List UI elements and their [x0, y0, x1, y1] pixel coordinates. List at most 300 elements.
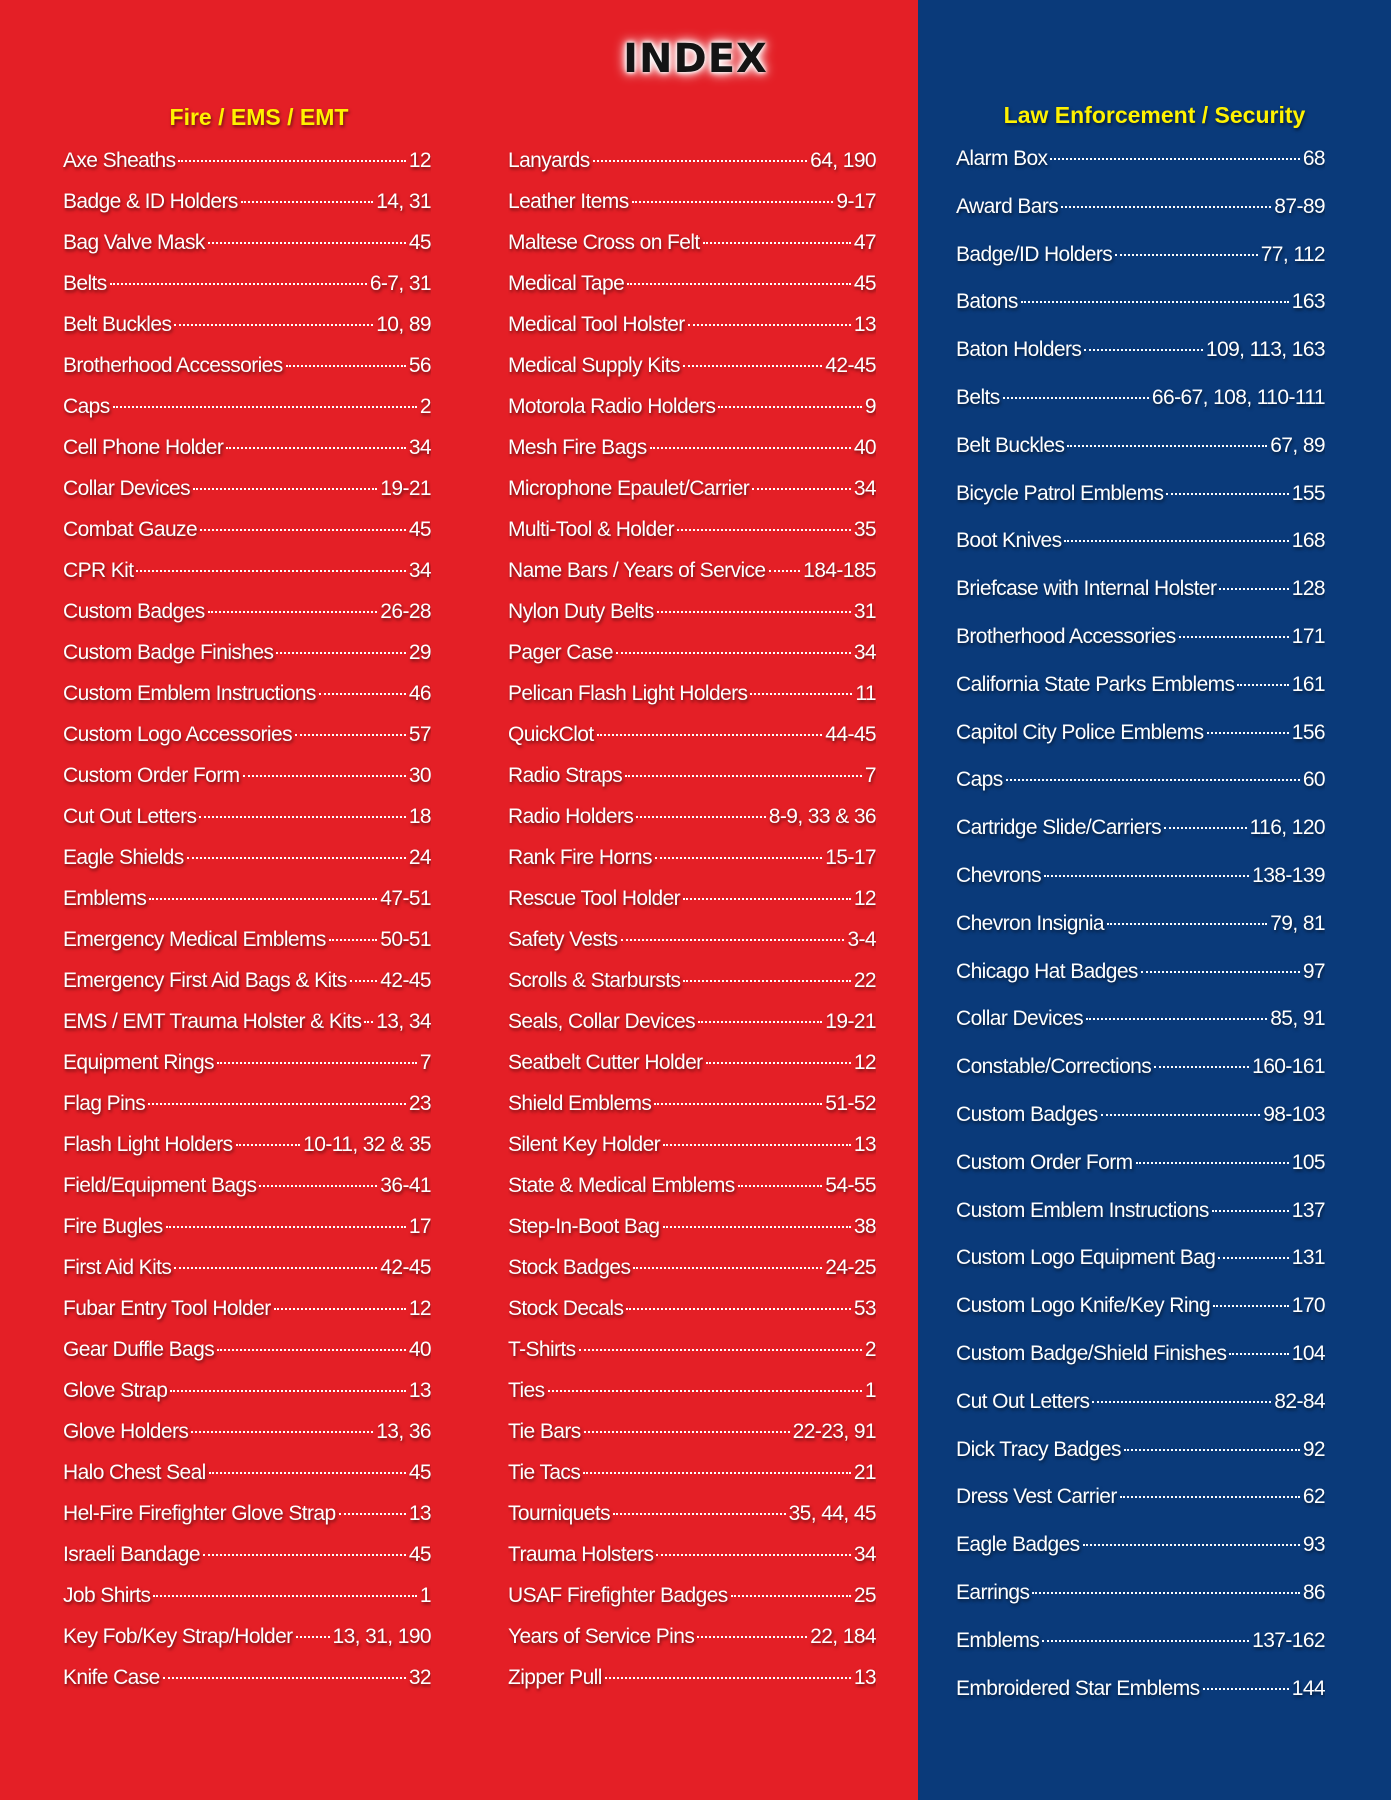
- dot-leader: [153, 1595, 417, 1597]
- index-entry-pages: 160-161: [1252, 1055, 1325, 1079]
- index-entry-pages: 9-17: [836, 190, 876, 213]
- dot-leader: [170, 1390, 406, 1392]
- index-entry-term: Glove Strap: [63, 1379, 168, 1402]
- index-entry-pages: 13, 31, 190: [332, 1625, 431, 1648]
- index-entry-pages: 64, 190: [810, 149, 876, 172]
- index-entry-pages: 14, 31: [376, 190, 431, 213]
- dot-leader: [295, 734, 406, 736]
- dot-leader: [1179, 636, 1289, 638]
- index-entry-term: Custom Order Form: [63, 764, 240, 787]
- index-entry: [63, 392, 431, 433]
- index-entry: [508, 351, 876, 392]
- dot-leader: [149, 898, 377, 900]
- index-entry: [508, 925, 876, 966]
- dot-leader: [1006, 779, 1300, 781]
- index-entry-pages: 13: [408, 1379, 431, 1402]
- index-entry: [956, 1578, 1325, 1626]
- index-entry-pages: 45: [408, 1461, 431, 1484]
- dot-leader: [191, 1431, 373, 1433]
- fire-ems-index-column-2: [508, 146, 876, 1704]
- index-entry: [956, 813, 1325, 861]
- index-entry: [63, 187, 431, 228]
- dot-leader: [627, 283, 851, 285]
- index-entry: [956, 1100, 1325, 1148]
- index-entry-pages: 109, 113, 163: [1205, 338, 1325, 362]
- index-entry-term: Nylon Duty Belts: [508, 600, 654, 623]
- index-entry-pages: 56: [408, 354, 431, 377]
- index-entry: [956, 1530, 1325, 1578]
- dot-leader: [616, 652, 851, 654]
- index-entry: [63, 1089, 431, 1130]
- index-entry: [956, 1148, 1325, 1196]
- index-entry-term: Scrolls & Starbursts: [508, 969, 681, 992]
- index-entry-term: Combat Gauze: [63, 518, 198, 541]
- index-entry: [956, 240, 1325, 288]
- index-entry: [508, 884, 876, 925]
- dot-leader: [683, 980, 850, 982]
- index-entry: [956, 1482, 1325, 1530]
- index-entry: [956, 622, 1325, 670]
- index-entry-term: Chicago Hat Badges: [956, 959, 1138, 983]
- index-entry-pages: 34: [408, 436, 431, 459]
- index-entry: [508, 1294, 876, 1335]
- index-entry-term: Ties: [508, 1379, 545, 1402]
- index-entry-pages: 30: [408, 764, 431, 787]
- dot-leader: [706, 1062, 851, 1064]
- index-entry-pages: 40: [853, 436, 876, 459]
- index-entry-term: Bag Valve Mask: [63, 231, 205, 254]
- dot-leader: [703, 242, 851, 244]
- index-entry-pages: 51-52: [825, 1092, 876, 1115]
- index-entry-term: Medical Supply Kits: [508, 354, 680, 377]
- index-entry: [63, 1335, 431, 1376]
- dot-leader: [1061, 206, 1271, 208]
- index-entry-pages: 47: [853, 231, 876, 254]
- dot-leader: [1101, 1114, 1261, 1116]
- index-entry-pages: 57: [408, 723, 431, 746]
- index-entry-term: Glove Holders: [63, 1420, 189, 1443]
- index-entry-term: Cut Out Letters: [63, 805, 197, 828]
- dot-leader: [750, 693, 852, 695]
- index-entry: [956, 670, 1325, 718]
- index-entry: [63, 1376, 431, 1417]
- index-entry-pages: 105: [1291, 1150, 1325, 1174]
- dot-leader: [605, 1677, 851, 1679]
- index-entry-pages: 38: [853, 1215, 876, 1238]
- index-entry: [508, 1335, 876, 1376]
- index-entry-term: Belt Buckles: [956, 433, 1065, 457]
- dot-leader: [1120, 1496, 1300, 1498]
- index-entry-pages: 92: [1302, 1437, 1325, 1461]
- index-entry: [63, 1007, 431, 1048]
- index-entry-pages: 171: [1291, 624, 1325, 648]
- dot-leader: [200, 529, 406, 531]
- index-entry-term: Stock Badges: [508, 1256, 631, 1279]
- index-entry-pages: 34: [408, 559, 431, 582]
- index-entry-term: Embroidered Star Emblems: [956, 1676, 1200, 1700]
- dot-leader: [1164, 827, 1247, 829]
- dot-leader: [613, 1513, 786, 1515]
- index-entry: [956, 144, 1325, 192]
- index-entry: [63, 843, 431, 884]
- index-entry-pages: 17: [408, 1215, 431, 1238]
- dot-leader: [1154, 1066, 1249, 1068]
- dot-leader: [1092, 1401, 1271, 1403]
- index-entry-pages: 47-51: [380, 887, 431, 910]
- index-entry-term: EMS / EMT Trauma Holster & Kits: [63, 1010, 362, 1033]
- dot-leader: [583, 1472, 851, 1474]
- dot-leader: [236, 1144, 301, 1146]
- index-entry-pages: 10-11, 32 & 35: [303, 1133, 431, 1156]
- dot-leader: [364, 1021, 373, 1023]
- index-entry-pages: 45: [408, 518, 431, 541]
- index-entry: [508, 638, 876, 679]
- dot-leader: [350, 980, 378, 982]
- index-entry: [508, 1007, 876, 1048]
- index-entry: [508, 966, 876, 1007]
- index-entry-term: Badge & ID Holders: [63, 190, 238, 213]
- dot-leader: [597, 734, 823, 736]
- index-entry-pages: 68: [1302, 147, 1325, 170]
- dot-leader: [1064, 540, 1288, 542]
- dot-leader: [148, 1103, 406, 1105]
- index-entry-term: Equipment Rings: [63, 1051, 214, 1074]
- dot-leader: [593, 160, 808, 162]
- index-entry-pages: 45: [853, 272, 876, 295]
- index-entry-term: Trauma Holsters: [508, 1543, 654, 1566]
- index-entry-term: Custom Badges: [63, 600, 205, 623]
- dot-leader: [163, 1677, 406, 1679]
- index-entry-pages: 21: [853, 1461, 876, 1484]
- index-entry-term: Brotherhood Accessories: [956, 624, 1176, 648]
- index-entry: [508, 1212, 876, 1253]
- index-entry-term: Baton Holders: [956, 338, 1082, 362]
- index-entry: [63, 1417, 431, 1458]
- index-entry: [63, 1048, 431, 1089]
- index-entry-term: Radio Holders: [508, 805, 634, 828]
- dot-leader: [1003, 397, 1149, 399]
- dot-leader: [178, 160, 405, 162]
- index-entry: [508, 720, 876, 761]
- dot-leader: [636, 816, 766, 818]
- index-entry-pages: 13: [853, 1666, 876, 1689]
- index-entry: [956, 1387, 1325, 1435]
- index-entry-pages: 163: [1291, 290, 1325, 314]
- index-entry-term: Cell Phone Holder: [63, 436, 224, 459]
- index-entry-term: Emergency First Aid Bags & Kits: [63, 969, 347, 992]
- index-entry-term: Chevron Insignia: [956, 911, 1104, 935]
- dot-leader: [113, 406, 417, 408]
- index-entry-term: Knife Case: [63, 1666, 160, 1689]
- index-entry: [956, 526, 1325, 574]
- index-entry-term: Fubar Entry Tool Holder: [63, 1297, 271, 1320]
- index-entry-term: Mesh Fire Bags: [508, 436, 647, 459]
- index-entry-term: Custom Badge Finishes: [63, 641, 274, 664]
- dot-leader: [1213, 1305, 1289, 1307]
- index-entry-term: Medical Tool Holster: [508, 313, 685, 336]
- index-entry-term: Belts: [956, 385, 1000, 409]
- index-entry: [63, 556, 431, 597]
- index-entry-pages: 36-41: [380, 1174, 431, 1197]
- fire-ems-index-column-1: [63, 146, 431, 1704]
- index-entry-term: Radio Straps: [508, 764, 623, 787]
- index-entry-pages: 60: [1302, 768, 1325, 792]
- index-entry-pages: 19-21: [380, 477, 431, 500]
- index-entry: [956, 1674, 1325, 1722]
- dot-leader: [1166, 493, 1288, 495]
- index-entry: [508, 679, 876, 720]
- dot-leader: [276, 652, 405, 654]
- index-entry: [508, 269, 876, 310]
- index-entry: [508, 1376, 876, 1417]
- index-entry-pages: 137-162: [1252, 1628, 1325, 1652]
- index-entry-term: Pager Case: [508, 641, 613, 664]
- index-entry: [63, 269, 431, 310]
- index-entry-pages: 50-51: [380, 928, 431, 951]
- dot-leader: [656, 1554, 850, 1556]
- dot-leader: [654, 1103, 822, 1105]
- index-entry-term: Cut Out Letters: [956, 1389, 1090, 1413]
- index-entry-pages: 46: [408, 682, 431, 705]
- dot-leader: [217, 1349, 406, 1351]
- dot-leader: [626, 1308, 850, 1310]
- index-entry: [63, 1171, 431, 1212]
- index-entry: [63, 515, 431, 556]
- dot-leader: [663, 1226, 851, 1228]
- index-entry-term: Safety Vests: [508, 928, 618, 951]
- dot-leader: [1124, 1449, 1300, 1451]
- index-entry: [956, 1435, 1325, 1483]
- index-entry: [956, 1291, 1325, 1339]
- dot-leader: [683, 365, 822, 367]
- index-entry: [63, 884, 431, 925]
- dot-leader: [683, 898, 851, 900]
- index-entry: [63, 597, 431, 638]
- index-entry: [956, 1339, 1325, 1387]
- dot-leader: [1207, 732, 1289, 734]
- dot-leader: [1084, 349, 1203, 351]
- dot-leader: [1042, 1640, 1249, 1642]
- dot-leader: [688, 324, 851, 326]
- dot-leader: [1212, 1210, 1289, 1212]
- dot-leader: [208, 611, 378, 613]
- index-entry-pages: 3-4: [847, 928, 876, 951]
- index-entry: [508, 802, 876, 843]
- index-entry: [956, 1243, 1325, 1291]
- dot-leader: [1229, 1353, 1288, 1355]
- index-entry-term: Gear Duffle Bags: [63, 1338, 215, 1361]
- index-entry: [63, 720, 431, 761]
- dot-leader: [136, 570, 405, 572]
- index-entry-term: Stock Decals: [508, 1297, 624, 1320]
- dot-leader: [697, 1636, 807, 1638]
- index-entry: [508, 761, 876, 802]
- index-entry-term: Caps: [956, 768, 1003, 792]
- index-entry-term: Years of Service Pins: [508, 1625, 695, 1648]
- index-entry: [63, 1663, 431, 1704]
- index-entry: [63, 1212, 431, 1253]
- dot-leader: [1237, 684, 1288, 686]
- index-entry-term: Field/Equipment Bags: [63, 1174, 257, 1197]
- index-entry-pages: 34: [853, 1543, 876, 1566]
- index-entry: [956, 192, 1325, 240]
- index-entry-term: Constable/Corrections: [956, 1055, 1152, 1079]
- index-entry-pages: 85, 91: [1270, 1007, 1325, 1031]
- index-entry-pages: 184-185: [803, 559, 876, 582]
- index-entry: [956, 861, 1325, 909]
- index-entry-term: Award Bars: [956, 194, 1059, 218]
- dot-leader: [1203, 1688, 1289, 1690]
- index-entry-pages: 13, 36: [376, 1420, 431, 1443]
- index-entry-term: Dress Vest Carrier: [956, 1485, 1117, 1509]
- dot-leader: [650, 447, 851, 449]
- index-entry: [508, 1089, 876, 1130]
- index-entry: [508, 1253, 876, 1294]
- dot-leader: [1050, 158, 1299, 160]
- index-entry: [508, 843, 876, 884]
- index-entry: [63, 1458, 431, 1499]
- dot-leader: [209, 1472, 406, 1474]
- index-entry-pages: 170: [1291, 1294, 1325, 1318]
- dot-leader: [663, 1144, 851, 1146]
- index-entry-term: California State Parks Emblems: [956, 672, 1235, 696]
- index-entry-pages: 131: [1291, 1246, 1325, 1270]
- index-entry-term: Lanyards: [508, 149, 590, 172]
- index-entry: [63, 228, 431, 269]
- index-entry-term: Medical Tape: [508, 272, 625, 295]
- index-entry-pages: 93: [1302, 1533, 1325, 1557]
- index-entry-pages: 35: [853, 518, 876, 541]
- index-entry-term: Chevrons: [956, 863, 1042, 887]
- index-entry: [956, 287, 1325, 335]
- index-entry: [508, 1622, 876, 1663]
- index-entry-term: Axe Sheaths: [63, 149, 176, 172]
- page-title: INDEX: [623, 36, 768, 82]
- index-entry: [956, 1196, 1325, 1244]
- index-entry-pages: 24: [408, 846, 431, 869]
- index-entry-pages: 12: [408, 149, 431, 172]
- index-entry-term: Custom Emblem Instructions: [63, 682, 316, 705]
- index-entry-term: Flash Light Holders: [63, 1133, 233, 1156]
- index-entry: [63, 351, 431, 392]
- index-entry-term: Tourniquets: [508, 1502, 610, 1525]
- index-entry-term: Emergency Medical Emblems: [63, 928, 326, 951]
- index-entry-term: Name Bars / Years of Service: [508, 559, 766, 582]
- dot-leader: [632, 201, 834, 203]
- dot-leader: [1115, 254, 1258, 256]
- index-entry: [956, 1626, 1325, 1674]
- index-entry: [956, 1052, 1325, 1100]
- index-entry: [508, 474, 876, 515]
- index-entry-pages: 2: [419, 395, 431, 418]
- index-entry-pages: 13: [408, 1502, 431, 1525]
- dot-leader: [187, 857, 406, 859]
- index-entry-term: T-Shirts: [508, 1338, 576, 1361]
- index-entry-pages: 34: [853, 641, 876, 664]
- law-enforcement-heading: Law Enforcement / Security: [1003, 102, 1306, 128]
- index-entry: [956, 957, 1325, 1005]
- index-entry-pages: 13, 34: [376, 1010, 431, 1033]
- index-entry-term: Eagle Badges: [956, 1533, 1080, 1557]
- index-entry-pages: 53: [853, 1297, 876, 1320]
- dot-leader: [166, 1226, 406, 1228]
- index-entry: [956, 1004, 1325, 1052]
- dot-leader: [1107, 923, 1267, 925]
- index-entry-pages: 24-25: [825, 1256, 876, 1279]
- index-entry-pages: 66-67, 108, 110-111: [1151, 385, 1325, 409]
- index-entry-pages: 104: [1291, 1341, 1325, 1365]
- index-entry-term: Custom Logo Equipment Bag: [956, 1246, 1216, 1270]
- index-entry-term: Job Shirts: [63, 1584, 151, 1607]
- index-entry-term: Custom Logo Accessories: [63, 723, 292, 746]
- index-entry-term: Emblems: [63, 887, 147, 910]
- index-entry-term: Badge/ID Holders: [956, 242, 1113, 266]
- index-entry: [63, 1540, 431, 1581]
- index-entry-term: Tie Bars: [508, 1420, 581, 1443]
- index-entry-term: Cartridge Slide/Carriers: [956, 816, 1162, 840]
- index-entry-term: Seals, Collar Devices: [508, 1010, 695, 1033]
- index-entry: [63, 1253, 431, 1294]
- index-entry-pages: 22-23, 91: [792, 1420, 876, 1443]
- dot-leader: [193, 488, 377, 490]
- index-entry-term: Motorola Radio Holders: [508, 395, 716, 418]
- index-entry-term: Hel-Fire Firefighter Glove Strap: [63, 1502, 336, 1525]
- index-entry-term: Pelican Flash Light Holders: [508, 682, 748, 705]
- index-entry-term: Brotherhood Accessories: [63, 354, 283, 377]
- index-entry-pages: 12: [853, 887, 876, 910]
- index-entry: [63, 310, 431, 351]
- index-entry-term: Flag Pins: [63, 1092, 146, 1115]
- index-entry-pages: 8-9, 33 & 36: [768, 805, 876, 828]
- dot-leader: [259, 1185, 377, 1187]
- index-entry-term: Silent Key Holder: [508, 1133, 661, 1156]
- index-entry: [63, 925, 431, 966]
- index-entry-term: Belts: [63, 272, 107, 295]
- index-entry: [508, 310, 876, 351]
- dot-leader: [698, 1021, 822, 1023]
- index-entry-term: Custom Logo Knife/Key Ring: [956, 1294, 1211, 1318]
- index-entry-pages: 13: [853, 1133, 876, 1156]
- index-entry: [508, 187, 876, 228]
- index-entry-term: Israeli Bandage: [63, 1543, 200, 1566]
- index-entry: [508, 1540, 876, 1581]
- dot-leader: [731, 1595, 851, 1597]
- index-entry-pages: 44-45: [825, 723, 876, 746]
- dot-leader: [1136, 1162, 1289, 1164]
- index-entry-term: Key Fob/Key Strap/Holder: [63, 1625, 293, 1648]
- index-entry-term: Multi-Tool & Holder: [508, 518, 674, 541]
- index-entry-term: Custom Emblem Instructions: [956, 1198, 1209, 1222]
- index-entry-pages: 42-45: [380, 1256, 431, 1279]
- index-entry: [63, 433, 431, 474]
- index-entry: [508, 556, 876, 597]
- dot-leader: [217, 1062, 417, 1064]
- index-entry-pages: 137: [1291, 1198, 1325, 1222]
- dot-leader: [319, 693, 406, 695]
- index-entry-term: Caps: [63, 395, 110, 418]
- index-entry-pages: 29: [408, 641, 431, 664]
- index-entry: [956, 574, 1325, 622]
- index-entry-pages: 87-89: [1274, 194, 1325, 218]
- index-entry-term: Eagle Shields: [63, 846, 184, 869]
- dot-leader: [296, 1636, 330, 1638]
- dot-leader: [1086, 1018, 1267, 1020]
- dot-leader: [1219, 588, 1288, 590]
- index-entry-term: Seatbelt Cutter Holder: [508, 1051, 703, 1074]
- dot-leader: [241, 201, 373, 203]
- index-entry-term: Briefcase with Internal Holster: [956, 577, 1217, 601]
- dot-leader: [174, 1267, 377, 1269]
